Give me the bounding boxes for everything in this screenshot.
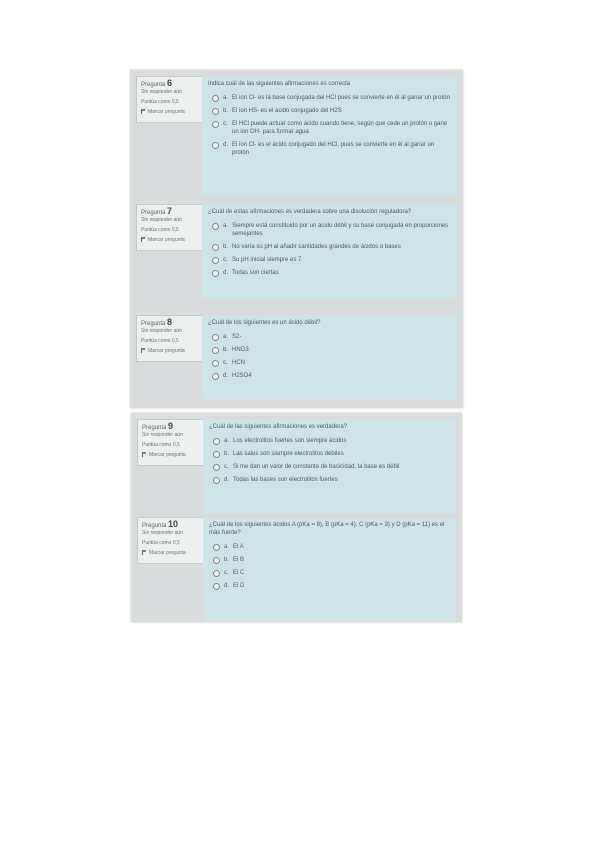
option-text: Todas son ciertas: [232, 270, 279, 276]
question-number: 7: [167, 206, 173, 216]
radio-button[interactable]: [213, 438, 220, 445]
answer-option-b[interactable]: [213, 556, 450, 564]
option-letter: b.: [223, 244, 229, 250]
radio-button[interactable]: [212, 347, 219, 354]
answer-option-b[interactable]: [212, 107, 451, 115]
option-text: El B: [233, 557, 245, 563]
option-text: Todas las bases son electrolitos fuertes: [233, 477, 338, 483]
option-letter: c.: [224, 570, 229, 576]
flag-question-link[interactable]: [141, 109, 201, 116]
option-letter: a.: [224, 438, 230, 444]
option-letter: a.: [224, 544, 230, 550]
question-info-panel: [136, 315, 205, 362]
radio-button[interactable]: [213, 451, 220, 458]
question-text: ¿Cuál de las siguientes afirmaciones es verdadera?: [209, 424, 348, 430]
option-text: HNO3: [232, 347, 249, 353]
question-number: 8: [167, 317, 173, 327]
flag-label: Marcar pregunta: [148, 237, 185, 243]
radio-button[interactable]: [212, 244, 219, 251]
question-text: ¿Cuál de estas afirmaciones es verdadera sobre una disolución reguladora?: [208, 209, 412, 215]
flag-question-link[interactable]: [142, 550, 202, 557]
radio-button[interactable]: [213, 544, 220, 551]
question-content: [203, 419, 456, 513]
flag-question-link[interactable]: [141, 348, 201, 355]
question-label: Pregunta: [142, 523, 167, 529]
question-info-panel: [136, 76, 205, 123]
radio-button[interactable]: [212, 373, 219, 380]
option-letter: c.: [223, 121, 228, 127]
option-letter: c.: [224, 464, 229, 470]
option-text: Los electrolitos fuertes son siempre ácidos: [233, 438, 347, 444]
radio-button[interactable]: [212, 121, 219, 128]
option-text: S2-: [232, 334, 242, 340]
option-letter: a.: [223, 223, 229, 229]
radio-button[interactable]: [213, 477, 220, 484]
option-text: El C: [233, 570, 245, 576]
radio-button[interactable]: [212, 223, 219, 230]
answer-option-a[interactable]: [212, 94, 451, 102]
question-content: [202, 76, 457, 196]
question-points: Puntúa como 0,5: [142, 540, 180, 546]
answer-option-b[interactable]: [212, 346, 451, 354]
radio-button[interactable]: [212, 142, 219, 149]
answer-option-d[interactable]: [212, 269, 451, 277]
answer-option-c[interactable]: [213, 569, 450, 577]
answer-option-d[interactable]: [213, 476, 450, 484]
option-letter: c.: [223, 257, 228, 263]
flag-icon: [142, 452, 147, 457]
option-text: H2SO4: [232, 373, 252, 379]
answer-option-a[interactable]: [212, 333, 451, 341]
question-text: Indica cuál de las siguientes afirmaciones es correcta: [208, 81, 351, 87]
option-letter: d.: [224, 583, 230, 589]
radio-button[interactable]: [212, 95, 219, 102]
flag-label: Marcar pregunta: [149, 452, 186, 458]
question-status: Sin responder aún: [141, 328, 182, 334]
flag-label: Marcar pregunta: [149, 550, 186, 556]
option-text: Su pH inicial siempre es 7: [232, 257, 302, 263]
question-points: Puntúa como 0,5: [141, 99, 179, 105]
question-content: [202, 315, 457, 399]
question-points: Puntúa como 0,5: [142, 442, 180, 448]
question-label: Pregunta: [142, 425, 167, 431]
option-text: Las sales son siempre electrolitos débiles: [233, 451, 344, 457]
question-label: Pregunta: [141, 210, 166, 216]
answer-option-b[interactable]: [212, 243, 451, 251]
radio-button[interactable]: [212, 360, 219, 367]
option-letter: d.: [223, 142, 229, 148]
question-status: Sin responder aún: [141, 217, 182, 223]
answer-option-d[interactable]: [213, 582, 450, 590]
question-info-panel: [137, 517, 206, 564]
answer-option-c[interactable]: [212, 359, 451, 367]
answer-option-c[interactable]: [212, 120, 451, 136]
question-info-panel: [137, 419, 206, 466]
question-label: Pregunta: [141, 321, 166, 327]
option-text: El HCl puede actuar como ácido cuando tiene, según que cede un protón o gane un ion OH- para formar agua: [232, 121, 448, 135]
option-text: El D: [233, 583, 245, 589]
option-text: Siempre está constituido por un ácido débil y su base conjugada en proporciones semejantes: [232, 223, 449, 237]
question-text: ¿Cuál de los siguientes ácidos A (pKa = 9), B (pKa = 4), C (pKa = 3) y D (pKa = 11) es el más fuerte?: [209, 522, 445, 536]
option-text: El A: [233, 544, 244, 550]
option-letter: d.: [223, 270, 229, 276]
option-letter: b.: [223, 108, 229, 114]
radio-button[interactable]: [213, 570, 220, 577]
answer-option-a[interactable]: [212, 222, 451, 238]
option-text: El ion HS- es el ácido conjugado del H2S: [232, 108, 342, 114]
option-letter: c.: [223, 360, 228, 366]
radio-button[interactable]: [213, 583, 220, 590]
answer-option-b[interactable]: [213, 450, 450, 458]
flag-label: Marcar pregunta: [148, 109, 185, 115]
option-letter: b.: [224, 557, 230, 563]
answer-option-d[interactable]: [212, 372, 451, 380]
question-info-panel: [136, 204, 205, 251]
question-number: 9: [168, 421, 174, 431]
question-number: 6: [167, 78, 173, 88]
option-text: El ion Cl- es la base conjugada del HCl pues se convierte en él al ganar un protón: [232, 95, 450, 101]
option-letter: a.: [223, 95, 229, 101]
option-letter: b.: [223, 347, 229, 353]
question-number: 10: [168, 519, 179, 529]
answer-option-a[interactable]: [213, 543, 450, 551]
screenshot-photo-2: [131, 413, 462, 622]
answer-option-d[interactable]: [212, 141, 451, 157]
question-text: ¿Cuál de los siguientes es un ácido débil?: [208, 320, 321, 326]
option-text: No varía su pH al añadir cantidades grandes de ácidos o bases: [232, 244, 401, 250]
radio-button[interactable]: [213, 464, 220, 471]
answer-option-a[interactable]: [213, 437, 450, 445]
flag-icon: [141, 237, 146, 242]
question-label: Pregunta: [141, 82, 166, 88]
question-points: Puntúa como 0,5: [141, 338, 179, 344]
answer-option-c[interactable]: [213, 463, 450, 471]
radio-button[interactable]: [212, 257, 219, 264]
option-letter: d.: [223, 373, 229, 379]
flag-icon: [141, 109, 146, 114]
answer-option-c[interactable]: [212, 256, 451, 264]
flag-question-link[interactable]: [141, 237, 201, 244]
flag-label: Marcar pregunta: [148, 348, 185, 354]
question-status: Sin responder aún: [142, 530, 183, 536]
radio-button[interactable]: [212, 108, 219, 115]
flag-icon: [141, 348, 146, 353]
question-content: [202, 204, 457, 300]
radio-button[interactable]: [212, 334, 219, 341]
option-letter: a.: [223, 334, 229, 340]
flag-question-link[interactable]: [142, 452, 202, 459]
screenshot-photo-1: [130, 70, 463, 408]
radio-button[interactable]: [213, 557, 220, 564]
question-points: Puntúa como 0,5: [141, 227, 179, 233]
radio-button[interactable]: [212, 270, 219, 277]
option-letter: b.: [224, 451, 230, 457]
flag-icon: [142, 550, 147, 555]
option-text: El ion Cl- es el ácido conjugado del HCl, pues se convierte en él al ganar un protón: [232, 142, 435, 156]
question-status: Sin responder aún: [141, 89, 182, 95]
question-status: Sin responder aún: [142, 432, 183, 438]
option-letter: d.: [224, 477, 230, 483]
option-text: HCN: [232, 360, 245, 366]
option-text: Si me dan un valor de constante de basicidad, la base es débil: [233, 464, 400, 470]
question-content: [203, 517, 456, 621]
